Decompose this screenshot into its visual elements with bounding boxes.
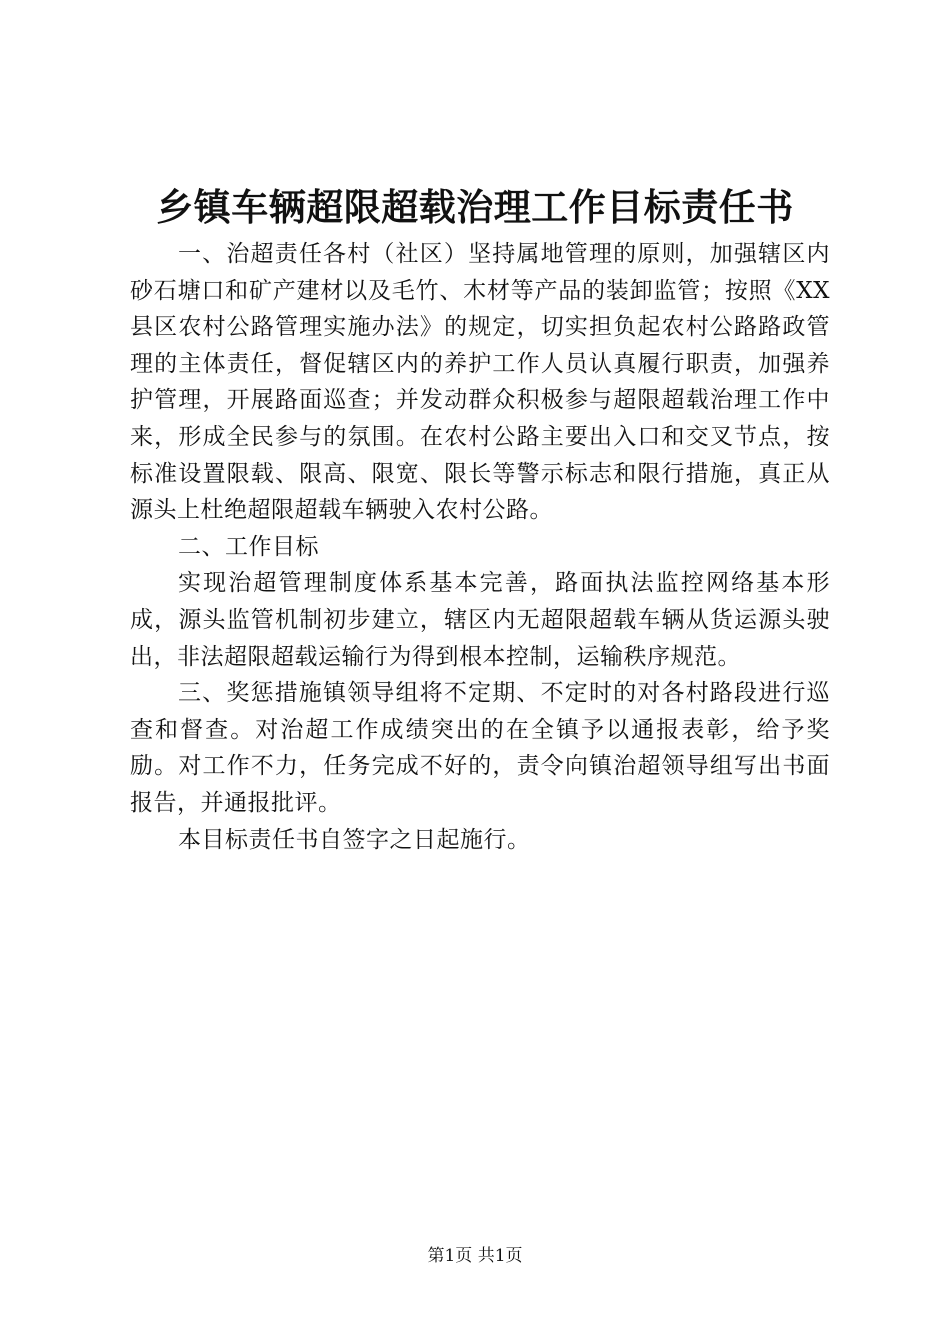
paragraph-effective-date: 本目标责任书自签字之日起施行。 [178,826,531,853]
page-footer: 第1页 共1页 [427,1246,523,1266]
document-body [130,236,830,858]
document-title: 乡镇车辆超限超载治理工作目标责任书 [156,185,794,229]
paragraph-responsibility: 一、治超责任各村（社区）坚持属地管理的原则，加强辖区内砂石塘口和矿产建材以及毛竹、木材等产品的装卸监管；按照《XX县区农村公路管理实施办法》的规定，切实担负起农村公路路政管理的主体责任，督促辖区内的养护工作人员认真履行职责，加强养护管理，开展路面巡查；并发动群众积极参与超限超载治理工作中来，形成全民参与的氛围。在农村公路主要出入口和交叉节点，按标准设置限载、限高、限宽、限长等警示标志和限行措施，真正从源头上杜绝超限超载车辆驶入农村公路。 [130,241,830,524]
paragraph-goal: 实现治超管理制度体系基本完善，路面执法监控网络基本形成，源头监管机制初步建立，辖区内无超限超载车辆从货运源头驶出，非法超限超载运输行为得到根本控制，运输秩序规范。 [130,570,830,670]
paragraph-rewards-penalties: 三、奖惩措施镇领导组将不定期、不定时的对各村路段进行巡查和督查。对治超工作成绩突出的在全镇予以通报表彰，给予奖励。对工作不力，任务完成不好的，责令向镇治超领导组写出书面报告，并通报批评。 [130,680,830,816]
paragraph-goal-heading: 二、工作目标 [178,533,319,560]
